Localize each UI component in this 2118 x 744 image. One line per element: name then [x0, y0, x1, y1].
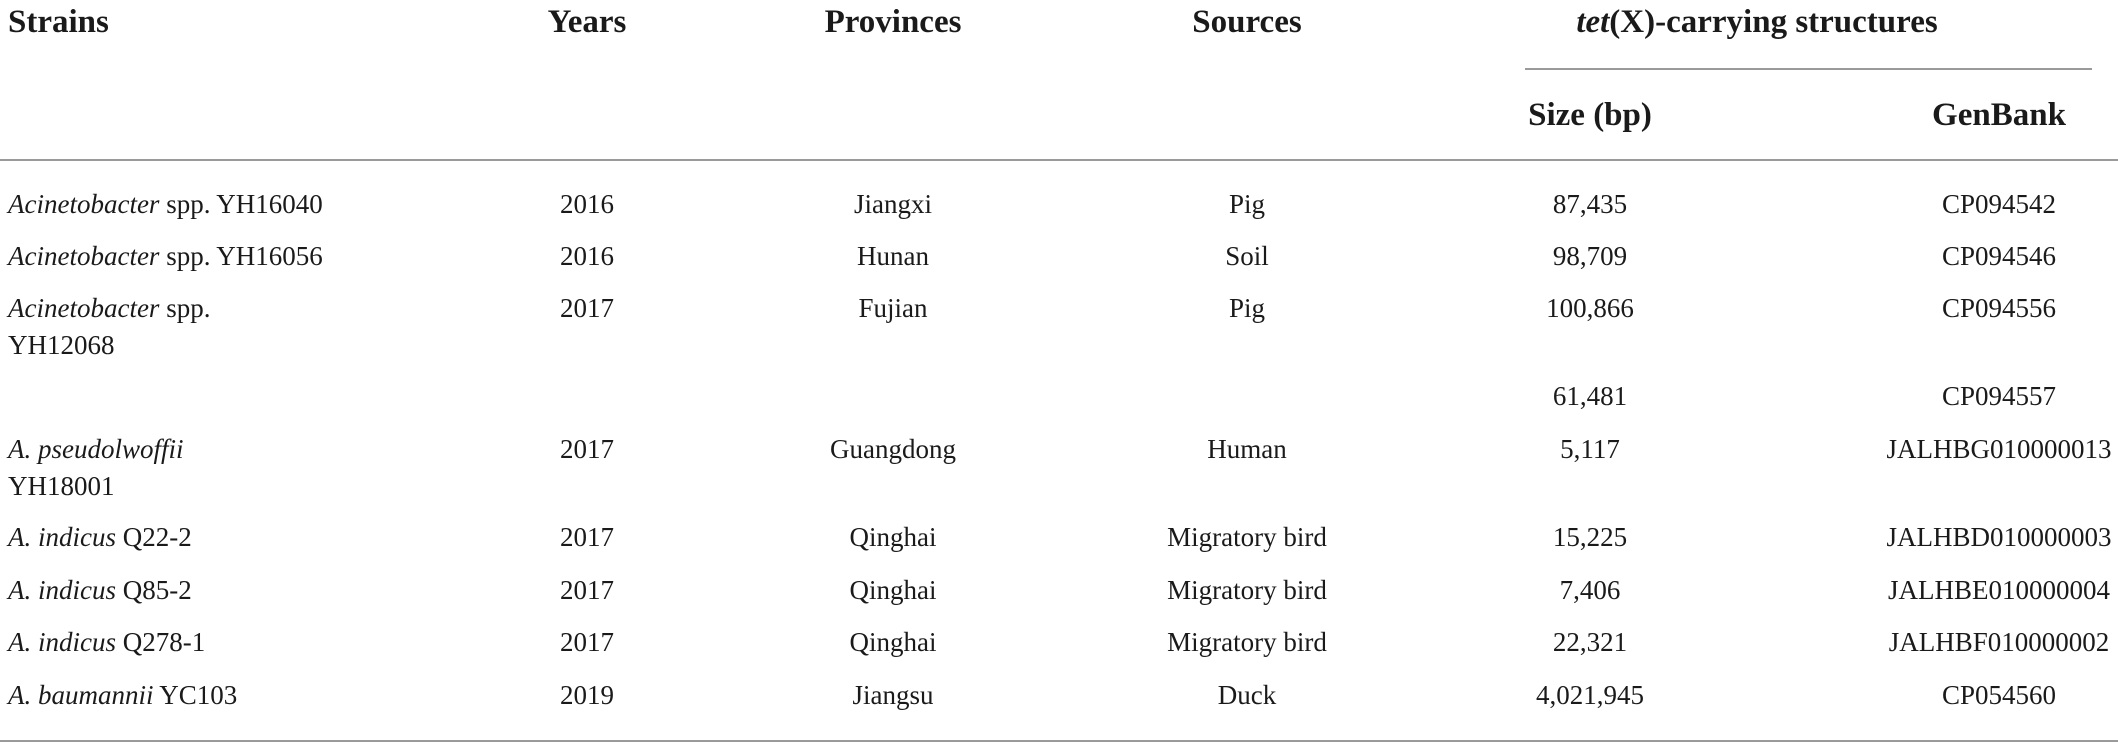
table-cell-year: 2017	[560, 627, 614, 657]
header-years: Years	[547, 4, 627, 40]
table-cell-size: 5,117	[1560, 434, 1620, 464]
table-cell-strain	[8, 431, 184, 505]
strain-id: Q22-2	[116, 522, 192, 552]
table-cell-province: Jiangxi	[854, 189, 932, 219]
table-cell-strain	[8, 519, 192, 556]
table-cell-genbank: JALHBD010000003	[1886, 522, 2112, 552]
header-strains: Strains	[8, 4, 109, 40]
strain-species: Acinetobacter	[8, 241, 160, 271]
table-cell-source: Duck	[1217, 680, 1277, 710]
strain-id: YC103	[153, 680, 238, 710]
table-cell-source: Soil	[1225, 241, 1269, 271]
table-cell-year: 2017	[560, 293, 614, 323]
strain-id: spp.	[159, 293, 211, 323]
strain-id-line2: YH18001	[8, 471, 115, 501]
table-cell-province: Fujian	[858, 293, 928, 323]
bottom-rule	[0, 740, 2118, 742]
strain-species: A. indicus	[8, 627, 116, 657]
table-cell-strain	[8, 238, 323, 275]
table-cell-year: 2017	[560, 434, 614, 464]
header-group-label: (X)-carrying structures	[1609, 4, 1938, 40]
table-cell-year: 2019	[560, 680, 614, 710]
table-cell-strain	[8, 677, 237, 714]
table-cell-province: Guangdong	[830, 434, 956, 464]
table-cell-source: Migratory bird	[1167, 575, 1327, 605]
table-cell-province: Jiangsu	[852, 680, 934, 710]
table-cell-size: 100,866	[1546, 293, 1634, 323]
strain-id: spp. YH16040	[159, 189, 323, 219]
strain-id-line2: YH12068	[8, 330, 115, 360]
table-cell-strain	[8, 290, 210, 364]
table-cell-year: 2017	[560, 575, 614, 605]
table-cell-genbank: CP094542	[1941, 189, 2057, 219]
table-cell-province: Qinghai	[849, 627, 937, 657]
table-cell-size: 87,435	[1552, 189, 1628, 219]
table-cell-genbank: CP054560	[1941, 680, 2057, 710]
group-rule	[1525, 68, 2092, 70]
header-genbank: GenBank	[1932, 97, 2066, 133]
strain-id: Q85-2	[116, 575, 192, 605]
table-cell-year: 2016	[560, 241, 614, 271]
table-cell-province: Qinghai	[849, 575, 937, 605]
strain-species: Acinetobacter	[8, 189, 160, 219]
table-cell-source: Migratory bird	[1167, 627, 1327, 657]
strain-species: A. indicus	[8, 575, 116, 605]
table-cell-size: 4,021,945	[1536, 680, 1644, 710]
header-size: Size (bp)	[1528, 97, 1652, 133]
strain-species: A. indicus	[8, 522, 116, 552]
table-cell-size: 22,321	[1552, 627, 1628, 657]
header-group	[1576, 2, 1937, 42]
strain-species: A. baumannii	[8, 680, 154, 710]
table-cell-strain	[8, 624, 205, 661]
header-sources: Sources	[1192, 4, 1302, 40]
table-cell-year: 2017	[560, 522, 614, 552]
table-cell-source: Pig	[1228, 189, 1266, 219]
table-cell-genbank: JALHBE010000004	[1888, 575, 2110, 605]
header-group-gene: tet	[1576, 4, 1610, 40]
table-cell-size: 98,709	[1552, 241, 1628, 271]
table-cell-genbank: JALHBG010000013	[1886, 434, 2112, 464]
strain-species: Acinetobacter	[8, 293, 160, 323]
table-cell-size: 15,225	[1552, 522, 1628, 552]
table-cell-strain	[8, 572, 192, 609]
table-cell-province: Qinghai	[849, 522, 937, 552]
table-cell-genbank: JALHBF010000002	[1888, 627, 2110, 657]
table-cell-genbank: CP094546	[1941, 241, 2057, 271]
table-cell-genbank: CP094556	[1941, 293, 2057, 323]
table-cell-strain	[8, 186, 323, 223]
header-rule	[0, 159, 2118, 161]
table-cell-source: Pig	[1228, 293, 1266, 323]
table-cell-year: 2016	[560, 189, 614, 219]
table-cell-province: Hunan	[857, 241, 929, 271]
table-cell-source: Migratory bird	[1167, 522, 1327, 552]
strain-id: Q278-1	[116, 627, 206, 657]
table-cell-size: 7,406	[1559, 575, 1621, 605]
table-cell-genbank: CP094557	[1941, 381, 2057, 411]
strain-species: A. pseudolwoffii	[8, 434, 184, 464]
table-cell-source: Human	[1207, 434, 1287, 464]
strain-id: spp. YH16056	[159, 241, 323, 271]
table-cell-size: 61,481	[1552, 381, 1628, 411]
header-provinces: Provinces	[824, 4, 962, 40]
